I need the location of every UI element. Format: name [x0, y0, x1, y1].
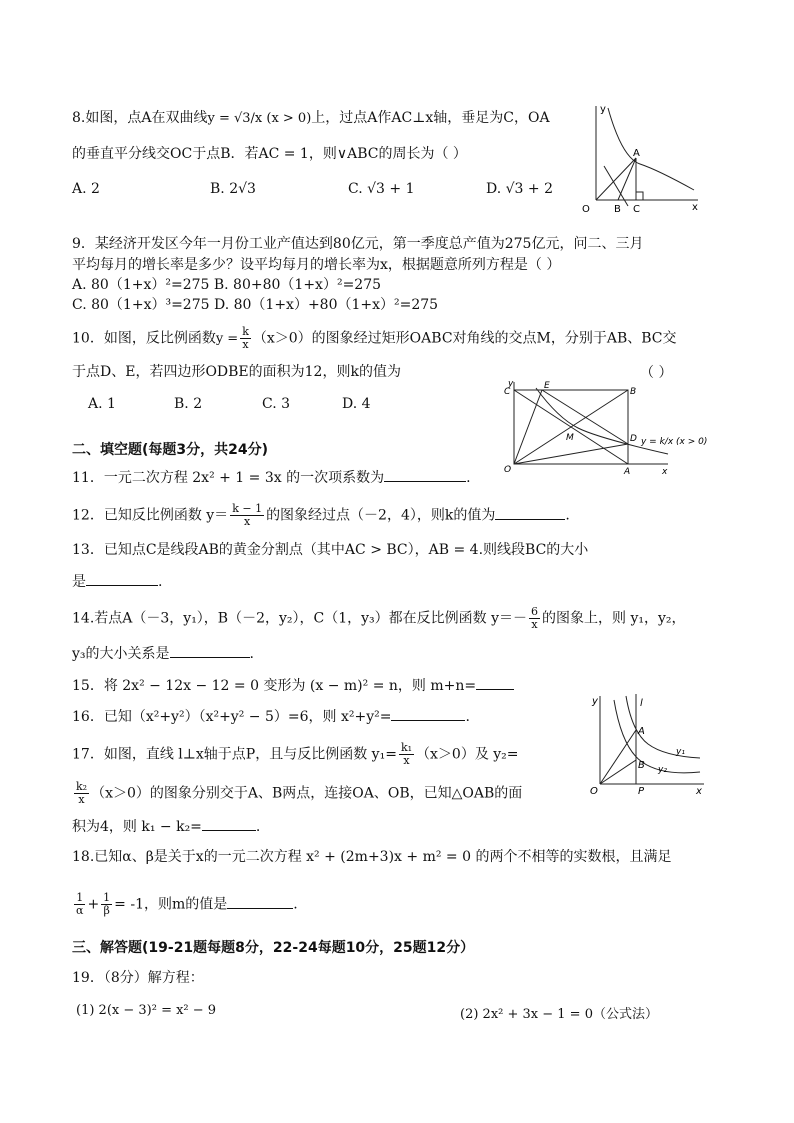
q9-line2: 平均每月的增长率是多少？设平均每月的增长率为x，根据题意所列方程是（ ） — [72, 257, 561, 273]
q12-blank[interactable] — [495, 505, 565, 520]
q9-line4: C. 80（1+x）³=275 D. 80（1+x）+80（1+x）²=275 — [72, 297, 439, 313]
q15-blank[interactable] — [476, 675, 514, 690]
q18-fraction-alpha: $\frac{1}{\alpha}$ — [76, 891, 84, 917]
q10-line1: 10．如图，反比例函数y = $\frac{k}{x}$ （x＞0）的图象经过矩形OABC对角线的交点M，分别于AB、BC交 — [72, 325, 677, 351]
svg-text:l: l — [640, 698, 643, 709]
q16: 16．已知（x²+y²）（x²+y² − 5）=6，则 x²+y²= . — [72, 706, 470, 727]
q10-fraction: $\frac{k}{x}$ — [242, 325, 249, 351]
svg-text:B: B — [614, 204, 621, 215]
q19-part-1: (1) 2(x − 3)² = x² − 9 — [76, 1003, 217, 1018]
q9-line3: A. 80（1+x）²=275 B. 80+80（1+x）²=275 — [72, 277, 382, 293]
q14-fraction: $\frac{6}{x}$ — [531, 605, 539, 631]
q14-line2: y₃的大小关系是 . — [72, 643, 254, 664]
q10-option-d: D. 4 — [342, 396, 371, 412]
q17-line2: $\frac{\text{k₂}}{x}$ （x＞0）的图象分别交于A、B两点，连接OA、OB，已知△OAB的面 — [76, 780, 523, 806]
svg-text:A: A — [633, 148, 640, 159]
q19-title: 19．（8分）解方程： — [72, 970, 204, 986]
svg-text:x: x — [692, 202, 698, 213]
q12-fraction: $\frac{k - 1}{x}$ — [232, 502, 263, 528]
section-2-heading: 二、填空题(每题3分，共24分) — [72, 442, 269, 458]
q12: 12．已知反比例函数 y＝ $\frac{k - 1}{x}$ 的图象经过点（－2，4），则k的值为 . — [72, 502, 570, 528]
svg-text:A: A — [624, 467, 631, 477]
q10-option-c: C. 3 — [262, 396, 291, 412]
q8-option-d: D. √3 + 2 — [486, 181, 553, 197]
svg-text:D: D — [630, 434, 637, 444]
svg-text:y: y — [600, 104, 606, 115]
q13-line2: 是 . — [72, 571, 162, 592]
svg-text:C: C — [633, 204, 640, 215]
svg-text:P: P — [638, 786, 645, 797]
q18-line2: $\frac{1}{\alpha}$ + $\frac{1}{\beta}$ = -1，则m的值是 . — [76, 891, 298, 917]
q10-figure — [500, 378, 712, 478]
q13-line1: 13．已知点C是线段AB的黄金分割点（其中AC > BC），AB = 4.则线段BC的大小 — [72, 542, 589, 558]
q10-option-a: A. 1 — [88, 396, 116, 412]
q10-figure-function-label: y = k/x (x > 0) — [641, 437, 708, 447]
svg-text:C: C — [504, 387, 511, 397]
q8-formula: y = √3/x (x > 0) — [207, 111, 312, 126]
svg-text:x: x — [662, 467, 668, 477]
svg-text:O: O — [582, 204, 590, 215]
svg-text:y: y — [592, 696, 598, 707]
q17-fraction-k2: $\frac{\text{k₂}}{x}$ — [76, 780, 88, 806]
svg-text:E: E — [544, 381, 550, 391]
q15: 15．将 2x² − 12x − 12 = 0 变形为 (x − m)² = n，则 m+n= — [72, 675, 514, 696]
q10-line2: 于点D、E，若四边形ODBE的面积为12，则k的值为 — [72, 364, 401, 380]
section-3-heading: 三、解答题(19-21题每题8分，22-24每题10分，25题12分） — [72, 940, 475, 956]
q19-part-2: (2) 2x² + 3x − 1 = 0（公式法） — [460, 1007, 658, 1022]
q16-blank[interactable] — [391, 706, 465, 721]
q14-blank[interactable] — [170, 643, 250, 658]
q17-figure — [586, 692, 710, 798]
q8-option-b: B. 2√3 — [210, 181, 256, 197]
q14-line1: 14.若点A（－3，y₁），B（－2，y₂），C（1，y₃）都在反比例函数 y＝－ $\frac{6}{x}$ 的图象上，则 y₁，y₂， — [72, 605, 686, 631]
svg-text:B: B — [638, 760, 645, 771]
q17-line1: 17．如图，直线 l⊥x轴于点P，且与反比例函数 y₁= $\frac{\text{k₁}}{x}$ （x＞0）及 y₂= — [72, 741, 519, 767]
q18-line1: 18.已知α、β是关于x的一元二次方程 x² + (2m+3)x + m² = 0 的两个不相等的实数根，且满足 — [72, 849, 672, 865]
svg-text:y₁: y₁ — [676, 747, 685, 757]
q17-fraction-k1: $\frac{\text{k₁}}{x}$ — [400, 741, 413, 767]
q8-option-c: C. √3 + 1 — [348, 181, 415, 197]
q18-blank[interactable] — [227, 894, 293, 909]
svg-text:O: O — [504, 465, 512, 475]
q8-option-a: A. 2 — [72, 181, 100, 197]
svg-text:y: y — [508, 379, 514, 389]
q8-figure — [578, 96, 702, 216]
q17-line3: 积为4，则 k₁ − k₂= . — [72, 816, 260, 837]
q10-answer-paren: （ ） — [640, 365, 673, 381]
svg-text:x: x — [696, 786, 702, 797]
q17-blank[interactable] — [202, 816, 256, 831]
q13-blank[interactable] — [86, 571, 158, 586]
q9-line1: 9．某经济开发区今年一月份工业产值达到80亿元，第一季度总产值为275亿元，问二、三月 — [72, 236, 644, 252]
q11: 11．一元二次方程 2x² + 1 = 3x 的一次项系数为 . — [72, 467, 471, 488]
svg-text:B: B — [630, 387, 637, 397]
q18-fraction-beta: $\frac{1}{\beta}$ — [103, 891, 111, 917]
svg-text:A: A — [638, 726, 645, 737]
q11-blank[interactable] — [384, 467, 466, 482]
svg-text:M: M — [566, 433, 574, 443]
q8-line1: 8.如图，点A在双曲线y = √3/x (x > 0)上，过点A作AC⊥x轴，垂足为C，OA — [72, 110, 550, 126]
q10-option-b: B. 2 — [174, 396, 203, 412]
q8-line2: 的垂直平分线交OC于点B．若AC = 1，则∨ABC的周长为（ ） — [72, 146, 467, 162]
svg-text:y₂: y₂ — [658, 765, 667, 775]
svg-text:O: O — [590, 786, 598, 797]
